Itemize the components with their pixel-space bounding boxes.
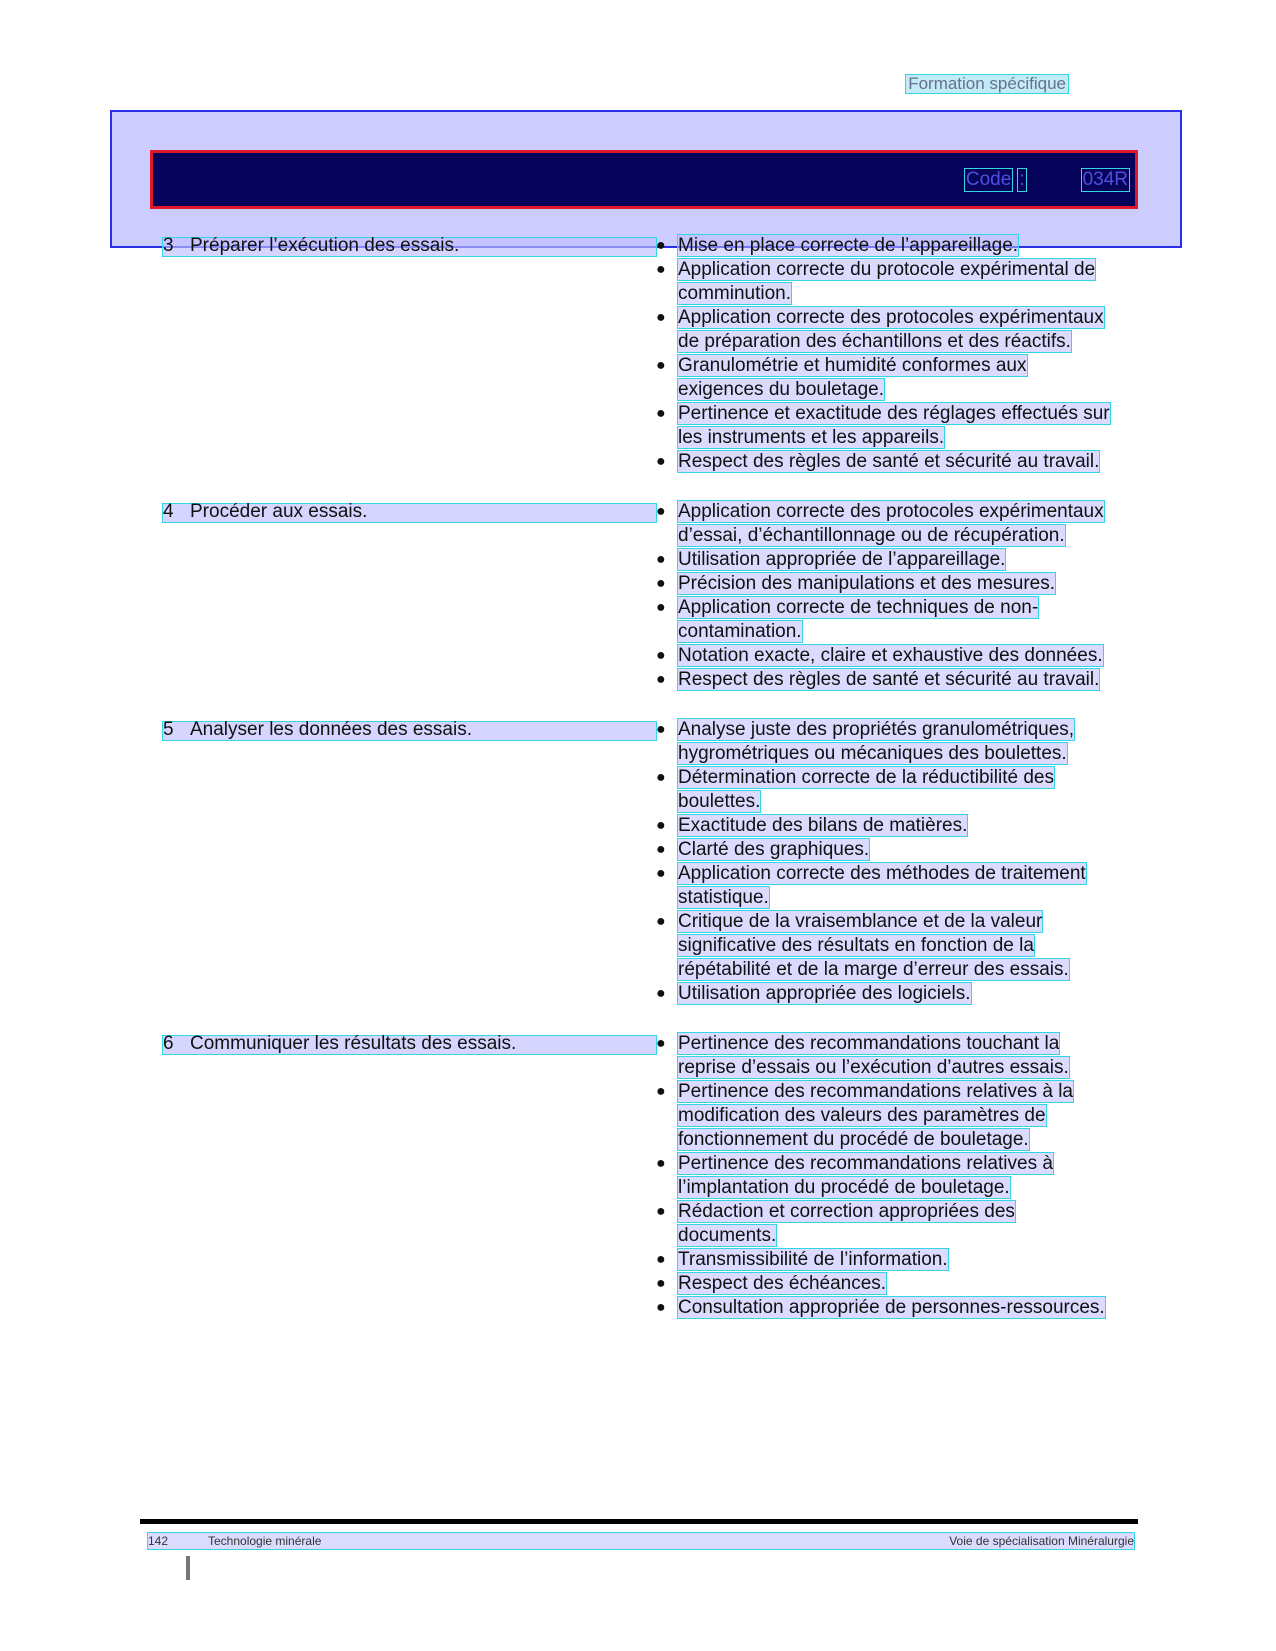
criterion-text: Respect des règles de santé et sécurité au travail. (678, 669, 1100, 690)
steps-content (163, 234, 1123, 1346)
criterion-item (656, 668, 1116, 692)
bullet-icon: ● (656, 503, 666, 520)
criterion-item (656, 910, 1116, 982)
bullet-icon: ● (656, 261, 666, 278)
criterion-item (656, 1272, 1116, 1296)
criterion-item (656, 596, 1116, 644)
criterion-text: Application correcte du protocole expérimental de comminution. (678, 259, 1096, 304)
page-number: 142 (148, 1534, 169, 1548)
title-bar (150, 150, 1138, 209)
criterion-item (656, 258, 1116, 306)
margin-change-bar (186, 1556, 190, 1580)
criterion-text: Respect des règles de santé et sécurité au travail. (678, 451, 1100, 472)
criterion-item (656, 982, 1116, 1006)
bullet-icon: ● (656, 1083, 666, 1100)
bullet-icon: ● (656, 913, 666, 930)
criterion-text: Application correcte de techniques de non-contamination. (678, 597, 1039, 642)
criterion-item (656, 450, 1116, 474)
bullet-icon: ● (656, 769, 666, 786)
criteria-list (656, 500, 1116, 692)
step-block (163, 1032, 1123, 1320)
bullet-icon: ● (656, 1203, 666, 1220)
criterion-text: Mise en place correcte de l’appareillage. (678, 235, 1019, 256)
criterion-item (656, 644, 1116, 668)
criterion-text: Application correcte des protocoles expérimentaux de préparation des échantillons et des réactifs. (678, 307, 1104, 352)
step-number: 4 (163, 501, 174, 522)
criterion-item (656, 234, 1116, 258)
criteria-list (656, 718, 1116, 1006)
step-label: Communiquer les résultats des essais. (190, 1033, 517, 1054)
bullet-icon: ● (656, 357, 666, 374)
bullet-icon: ● (656, 671, 666, 688)
step-number: 5 (163, 719, 174, 740)
criterion-text: Pertinence des recommandations touchant la reprise d’essais ou l’exécution d’autres essais. (678, 1033, 1069, 1078)
step-number: 3 (163, 235, 174, 256)
step-label: Procéder aux essais. (190, 501, 368, 522)
bullet-icon: ● (656, 1035, 666, 1052)
criterion-text: Précision des manipulations et des mesures. (678, 573, 1056, 594)
bullet-icon: ● (656, 985, 666, 1002)
bullet-icon: ● (656, 599, 666, 616)
criterion-text: Pertinence et exactitude des réglages effectués sur les instruments et les appareils. (678, 403, 1110, 448)
criterion-text: Application correcte des méthodes de traitement statistique. (678, 863, 1086, 908)
bullet-icon: ● (656, 865, 666, 882)
criteria-list (656, 234, 1116, 474)
criterion-item (656, 766, 1116, 814)
criterion-text: Critique de la vraisemblance et de la valeur significative des résultats en fonction de la répétabilité et de la marge d’erreur des essais. (678, 911, 1069, 980)
code-label: Code (965, 169, 1012, 190)
criterion-item (656, 500, 1116, 548)
bullet-icon: ● (656, 721, 666, 738)
criterion-item (656, 814, 1116, 838)
criterion-text: Transmissibilité de l’information. (678, 1249, 948, 1270)
bullet-icon: ● (656, 551, 666, 568)
criterion-text: Respect des échéances. (678, 1273, 887, 1294)
bullet-icon: ● (656, 647, 666, 664)
criterion-text: Consultation appropriée de personnes-ressources. (678, 1297, 1105, 1318)
step-label: Analyser les données des essais. (190, 719, 472, 740)
step-block (163, 500, 1123, 692)
code-field (965, 169, 1129, 191)
criterion-item (656, 1032, 1116, 1080)
criterion-item (656, 1152, 1116, 1200)
criterion-text: Rédaction et correction appropriées des documents. (678, 1201, 1015, 1246)
bullet-icon: ● (656, 1275, 666, 1292)
criterion-item (656, 862, 1116, 910)
bullet-icon: ● (656, 817, 666, 834)
criterion-text: Utilisation appropriée des logiciels. (678, 983, 971, 1004)
criterion-item (656, 354, 1116, 402)
document-section-label: Formation spécifique (908, 74, 1066, 93)
step-block (163, 718, 1123, 1006)
criterion-item (656, 572, 1116, 596)
criterion-text: Utilisation appropriée de l’appareillage. (678, 549, 1006, 570)
footer-left-text: Technologie minérale (208, 1534, 322, 1548)
criterion-text: Application correcte des protocoles expérimentaux d’essai, d’échantillonnage ou de récupération. (678, 501, 1104, 546)
bullet-icon: ● (656, 575, 666, 592)
criterion-item (656, 718, 1116, 766)
criterion-text: Pertinence des recommandations relatives à l’implantation du procédé de bouletage. (678, 1153, 1053, 1198)
bullet-icon: ● (656, 453, 666, 470)
criterion-text: Analyse juste des propriétés granulométriques, hygrométriques ou mécaniques des boulettes. (678, 719, 1075, 764)
criterion-item (656, 1200, 1116, 1248)
step-label: Préparer l’exécution des essais. (190, 235, 460, 256)
footer-rule (140, 1519, 1138, 1524)
bullet-icon: ● (656, 1299, 666, 1316)
criterion-text: Granulométrie et humidité conformes aux exigences du bouletage. (678, 355, 1027, 400)
bullet-icon: ● (656, 237, 666, 254)
criteria-list (656, 1032, 1116, 1320)
bullet-icon: ● (656, 841, 666, 858)
criterion-item (656, 838, 1116, 862)
step-number: 6 (163, 1033, 174, 1054)
criterion-item (656, 1296, 1116, 1320)
criterion-item (656, 1080, 1116, 1152)
criterion-item (656, 548, 1116, 572)
bullet-icon: ● (656, 1251, 666, 1268)
code-separator: : (1019, 169, 1025, 190)
criterion-text: Détermination correcte de la réductibilité des boulettes. (678, 767, 1054, 812)
bullet-icon: ● (656, 405, 666, 422)
page-footer (148, 1533, 1134, 1549)
criterion-item (656, 1248, 1116, 1272)
step-block (163, 234, 1123, 474)
criterion-item (656, 306, 1116, 354)
criterion-text: Pertinence des recommandations relatives à la modification des valeurs des paramètres de fonctionnement du procédé de bouletage. (678, 1081, 1073, 1150)
code-value: 034R (1082, 169, 1128, 190)
criterion-item (656, 402, 1116, 450)
bullet-icon: ● (656, 309, 666, 326)
criterion-text: Clarté des graphiques. (678, 839, 870, 860)
bullet-icon: ● (656, 1155, 666, 1172)
criterion-text: Notation exacte, claire et exhaustive des données. (678, 645, 1103, 666)
footer-right-text: Voie de spécialisation Minéralurgie (949, 1534, 1134, 1548)
criterion-text: Exactitude des bilans de matières. (678, 815, 968, 836)
